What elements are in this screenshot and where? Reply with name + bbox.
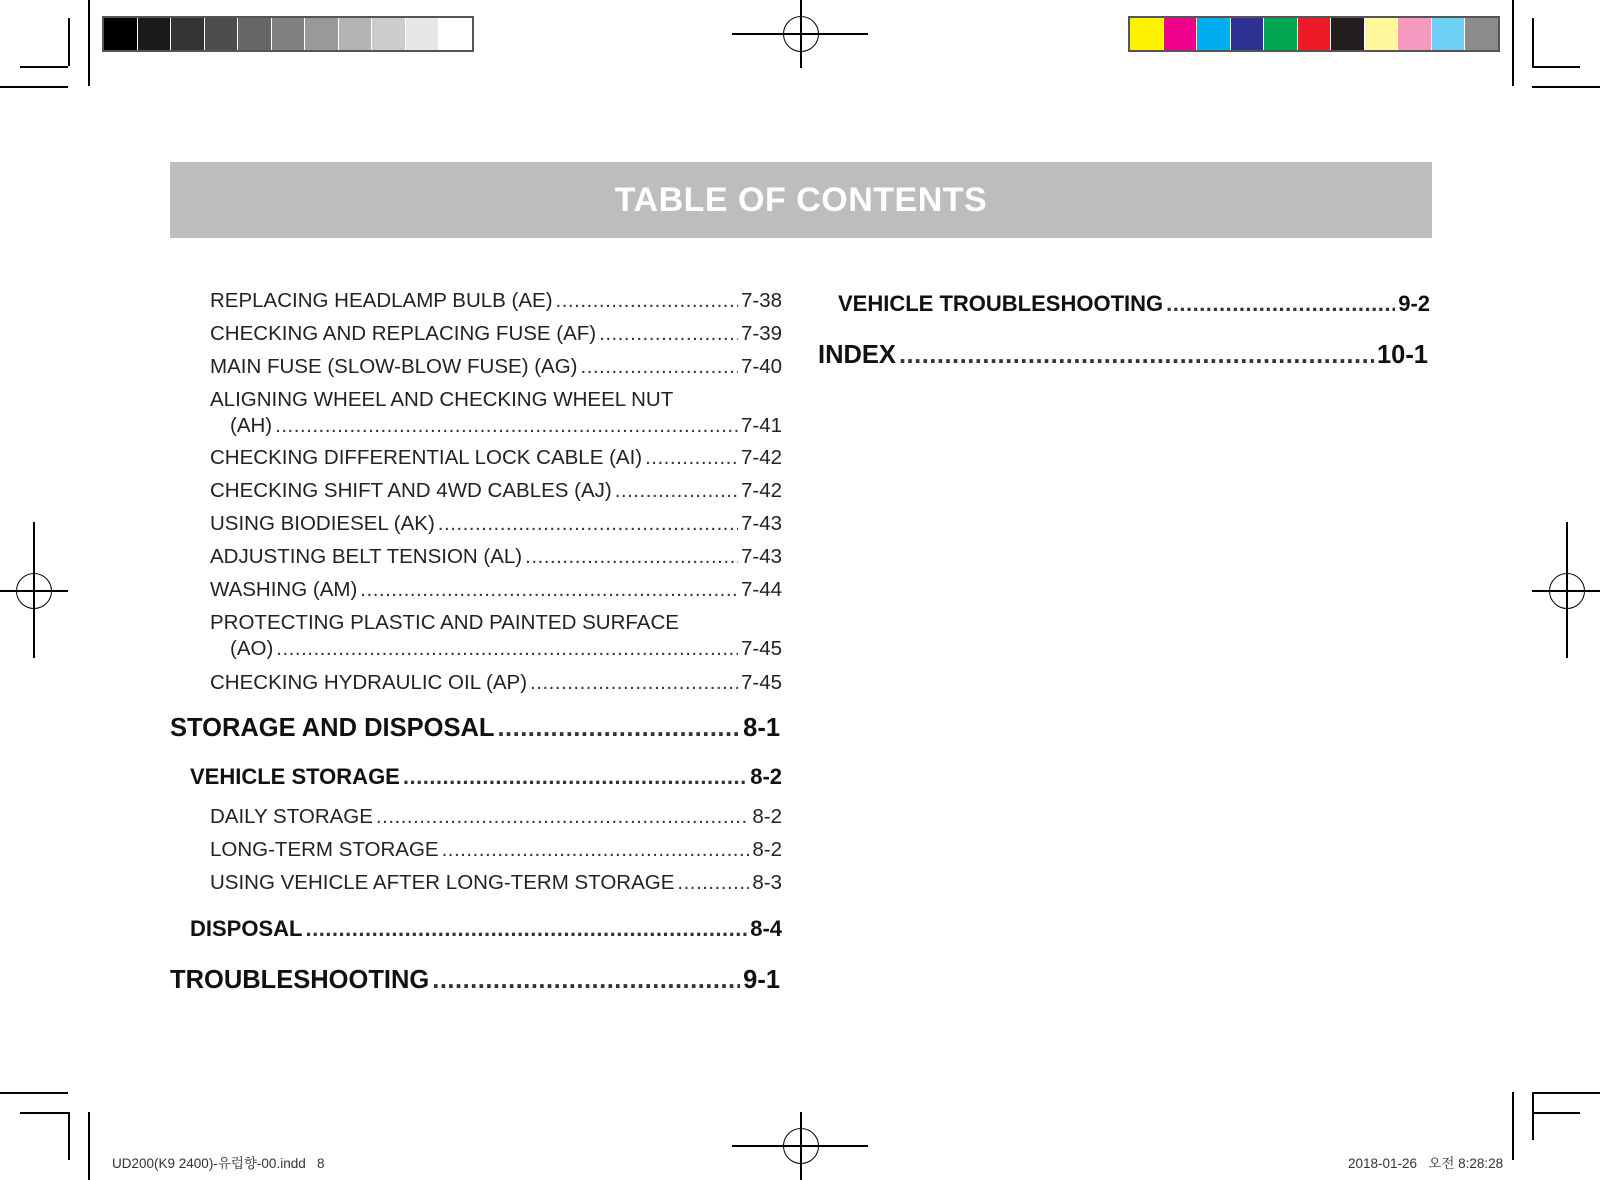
toc-entry[interactable] <box>210 871 782 895</box>
toc-section-vehicle-storage[interactable] <box>190 764 782 790</box>
toc-leader <box>403 764 747 790</box>
gray-swatch <box>104 18 138 50</box>
toc-chapter-title: TROUBLESHOOTING <box>170 966 430 994</box>
toc-entry-page: 7-44 <box>740 578 782 601</box>
page-title: TABLE OF CONTENTS <box>614 180 988 219</box>
toc-entry[interactable] <box>210 289 782 313</box>
toc-entry-page: 8-2 <box>752 805 782 828</box>
toc-chapter-title: INDEX <box>818 341 896 369</box>
toc-leader <box>599 322 738 346</box>
gray-swatch <box>372 18 406 50</box>
toc-leader <box>530 671 738 695</box>
toc-chapter-storage[interactable] <box>170 714 780 743</box>
toc-entry-page: 7-40 <box>740 355 782 378</box>
toc-section-page: 9-2 <box>1398 291 1430 316</box>
toc-entry-title: REPLACING HEADLAMP BULB (AE) <box>210 289 553 312</box>
toc-section-title: VEHICLE STORAGE <box>190 764 400 789</box>
gray-swatch <box>238 18 272 50</box>
toc-entry-page: 8-2 <box>752 838 782 861</box>
toc-entry[interactable] <box>210 322 782 346</box>
process-swatch <box>1465 18 1498 50</box>
toc-section-vehicle-troubleshooting[interactable] <box>838 291 1430 317</box>
toc-entry[interactable] <box>210 446 782 470</box>
toc-entry[interactable] <box>230 637 782 661</box>
toc-entry-page: 7-42 <box>740 479 782 502</box>
toc-entry[interactable] <box>210 512 782 536</box>
toc-leader <box>432 966 740 995</box>
process-swatch <box>1432 18 1466 50</box>
toc-section-disposal[interactable] <box>190 916 782 942</box>
toc-entry-title: WASHING (AM) <box>210 578 358 601</box>
toc-entry[interactable] <box>210 805 782 829</box>
toc-chapter-page: 9-1 <box>743 966 780 994</box>
gray-ramp-bar <box>102 16 474 52</box>
toc-leader <box>556 289 738 313</box>
gray-swatch <box>439 18 472 50</box>
toc-entry-title: CHECKING HYDRAULIC OIL (AP) <box>210 671 528 694</box>
toc-leader <box>645 446 738 470</box>
gray-swatch <box>406 18 440 50</box>
toc-entry-title: DAILY STORAGE <box>210 805 373 828</box>
toc-entry[interactable] <box>210 578 782 602</box>
toc-header <box>170 162 1432 238</box>
toc-entry-title: CHECKING DIFFERENTIAL LOCK CABLE (AI) <box>210 446 643 469</box>
toc-entry-page: 7-41 <box>740 414 782 437</box>
toc-entry-page: 7-45 <box>740 637 782 660</box>
toc-section-title: VEHICLE TROUBLESHOOTING <box>838 291 1164 316</box>
toc-leader <box>442 838 750 862</box>
gray-swatch <box>138 18 172 50</box>
toc-entry-page: 7-43 <box>740 512 782 535</box>
process-swatch <box>1164 18 1198 50</box>
toc-entry-title: USING VEHICLE AFTER LONG-TERM STORAGE <box>210 871 675 894</box>
toc-entry-title-line2: (AH) <box>230 414 273 437</box>
gray-swatch <box>339 18 373 50</box>
toc-section-page: 8-2 <box>750 764 782 789</box>
toc-leader <box>276 637 738 661</box>
toc-entry-title: CHECKING AND REPLACING FUSE (AF) <box>210 322 597 345</box>
toc-leader <box>899 341 1374 370</box>
toc-entry[interactable] <box>210 479 782 503</box>
toc-entry[interactable] <box>210 671 782 695</box>
toc-leader <box>275 414 738 438</box>
toc-section-title: DISPOSAL <box>190 916 303 941</box>
toc-leader <box>376 805 749 829</box>
toc-entry-title-line2: (AO) <box>230 637 274 660</box>
toc-leader <box>497 714 740 743</box>
toc-entry-title-line1: ALIGNING WHEEL AND CHECKING WHEEL NUT <box>210 388 674 411</box>
gray-swatch <box>205 18 239 50</box>
gray-swatch <box>272 18 306 50</box>
process-swatch <box>1298 18 1332 50</box>
toc-leader <box>581 355 738 379</box>
toc-chapter-index[interactable] <box>818 341 1428 370</box>
toc-entry-title: MAIN FUSE (SLOW-BLOW FUSE) (AG) <box>210 355 578 378</box>
toc-leader <box>615 479 738 503</box>
process-swatch <box>1130 18 1164 50</box>
toc-entry[interactable] <box>210 545 782 569</box>
date-slug: 2018-01-26 오전 8:28:28 <box>1348 1156 1504 1171</box>
process-swatch <box>1365 18 1399 50</box>
toc-chapter-title: STORAGE AND DISPOSAL <box>170 714 495 742</box>
process-swatch <box>1231 18 1265 50</box>
toc-entry-title: USING BIODIESEL (AK) <box>210 512 435 535</box>
toc-entry-page: 7-39 <box>740 322 782 345</box>
process-color-bar <box>1128 16 1500 52</box>
toc-entry-page: 7-42 <box>740 446 782 469</box>
toc-leader <box>438 512 738 536</box>
toc-entry[interactable] <box>230 414 782 438</box>
process-swatch <box>1197 18 1231 50</box>
toc-leader <box>360 578 738 602</box>
toc-entry-title: LONG-TERM STORAGE <box>210 838 439 861</box>
process-swatch <box>1398 18 1432 50</box>
toc-entry-page: 7-43 <box>740 545 782 568</box>
toc-leader <box>1166 291 1395 317</box>
toc-entry[interactable] <box>210 838 782 862</box>
toc-entry-page: 8-3 <box>752 871 782 894</box>
toc-entry-page: 7-38 <box>740 289 782 312</box>
toc-section-page: 8-4 <box>750 916 782 941</box>
gray-swatch <box>305 18 339 50</box>
file-slug: UD200(K9 2400)-유럽향-00.indd 8 <box>112 1156 325 1171</box>
toc-leader <box>305 916 747 942</box>
toc-entry[interactable] <box>210 355 782 379</box>
toc-entry-title: CHECKING SHIFT AND 4WD CABLES (AJ) <box>210 479 612 502</box>
toc-leader <box>525 545 738 569</box>
toc-entry-title: ADJUSTING BELT TENSION (AL) <box>210 545 523 568</box>
gray-swatch <box>171 18 205 50</box>
toc-chapter-troubleshooting[interactable] <box>170 966 780 995</box>
toc-entry-title-line1: PROTECTING PLASTIC AND PAINTED SURFACE <box>210 611 679 634</box>
toc-entry-page: 7-45 <box>740 671 782 694</box>
process-swatch <box>1264 18 1298 50</box>
toc-chapter-page: 8-1 <box>743 714 780 742</box>
toc-leader <box>677 871 749 895</box>
process-swatch <box>1331 18 1365 50</box>
toc-chapter-page: 10-1 <box>1376 341 1428 369</box>
